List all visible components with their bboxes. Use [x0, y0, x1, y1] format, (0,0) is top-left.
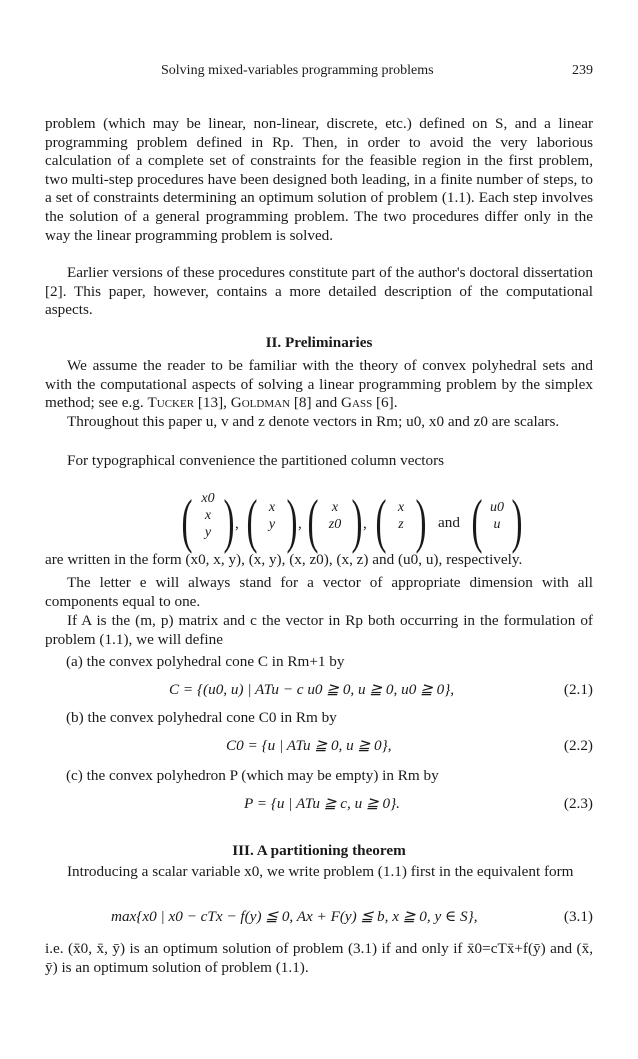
vector-u0-u: ( u0 u )	[471, 488, 523, 554]
page-header	[45, 63, 593, 83]
equation-number-2-1: (2.1)	[563, 681, 593, 698]
and-word: and	[438, 514, 460, 531]
equation-number-2-2: (2.2)	[563, 737, 593, 754]
definition-a-label: (a) the convex polyhedral cone C in Rm+1 by	[66, 653, 345, 670]
definition-b-label: (b) the convex polyhedral cone C0 in Rm by	[66, 709, 337, 726]
paragraph-letter-e: The letter e will always stand for a vector of appropriate dimension with all components equal to one.	[45, 574, 593, 610]
equation-2-1: C = {(u0, u) | ATu − c u0 ≧ 0, u ≧ 0, u0 ≧ 0},	[169, 681, 455, 698]
equation-number-2-3: (2.3)	[563, 795, 593, 812]
citation-gass: Gass	[341, 394, 373, 412]
vector-x0-x-y: ( x0 x y )	[181, 488, 235, 554]
assumptions-text-b: [13],	[194, 394, 231, 412]
citation-tucker: Tucker	[147, 394, 195, 412]
partitioned-vectors: ( x0 x y ) , ( x y ) , ( x z0 ) , ( x z ) and ( u0 u )	[45, 486, 593, 564]
section-heading-partitioning: III. A partitioning theorem	[232, 842, 406, 859]
assumptions-text-c: [8] and	[290, 394, 342, 412]
paragraph-optimum-solution: i.e. (x̄0, x̄, ȳ) is an optimum solution of problem (3.1) if and only if x̄0=cTx̄+f(ȳ) and (x̄, ȳ) is an optimum solution of problem (1.1).	[45, 940, 593, 976]
vector-x-y: ( x y )	[246, 488, 298, 554]
paragraph-matrix-a: If A is the (m, p) matrix and c the vector in Rp both occurring in the formulation of problem (1.1), we will define	[45, 612, 593, 648]
equation-2-2: C0 = {u | ATu ≧ 0, u ≧ 0},	[226, 737, 392, 754]
equation-number-3-1: (3.1)	[563, 908, 593, 925]
paragraph-typographical: For typographical convenience the partitioned column vectors	[67, 452, 445, 469]
paragraph-intro-continued: problem (which may be linear, non-linear, discrete, etc.) defined on S, and a linear programming problem defined in Rp. Then, in order to avoid the very laborious calculation of a complete set of constraints for the feasible region in the first problem, two multi-step procedures have been designed both leading, in a finite number of steps, to a set of constraints determining an optimum solution of problem (1.1). Each step involves the solution of a general programming problem. The two procedures differ only in the way the linear programming problem is solved.	[45, 115, 593, 244]
vector-x-z0: ( x z0 )	[307, 488, 363, 554]
equation-3-1: max{x0 | x0 − cTx − f(y) ≦ 0, Ax + F(y) ≦ b, x ≧ 0, y ∈ S},	[111, 908, 478, 925]
citation-goldman: Goldman	[230, 394, 291, 412]
definition-c-label: (c) the convex polyhedron P (which may be empty) in Rm by	[66, 767, 439, 784]
paragraph-notation: Throughout this paper u, v and z denote vectors in Rm; u0, x0 and z0 are scalars.	[67, 413, 560, 430]
vector-x-z: ( x z )	[375, 488, 427, 554]
paragraph-earlier-versions: Earlier versions of these procedures constitute part of the author's doctoral dissertation [2]. This paper, however, contains a more detailed description of the computational aspects.	[45, 264, 593, 319]
running-title: Solving mixed-variables programming problems	[161, 63, 434, 78]
paragraph-assumptions	[45, 357, 593, 413]
page-number: 239	[572, 63, 593, 78]
paragraph-introducing: Introducing a scalar variable x0, we write problem (1.1) first in the equivalent form	[67, 863, 574, 880]
assumptions-text-d: [6].	[372, 394, 398, 412]
paragraph-written-form: are written in the form (x0, x, y), (x, y), (x, z0), (x, z) and (u0, u), respectively.	[45, 551, 523, 568]
assumptions-text-a: We assume the reader to be familiar with the theory of convex polyhedral sets and with the computational aspects of solving a linear programming problem by the simplex method; see e.g.	[45, 357, 593, 412]
section-heading-preliminaries: II. Preliminaries	[265, 334, 373, 351]
equation-2-3: P = {u | ATu ≧ c, u ≧ 0}.	[244, 795, 400, 812]
